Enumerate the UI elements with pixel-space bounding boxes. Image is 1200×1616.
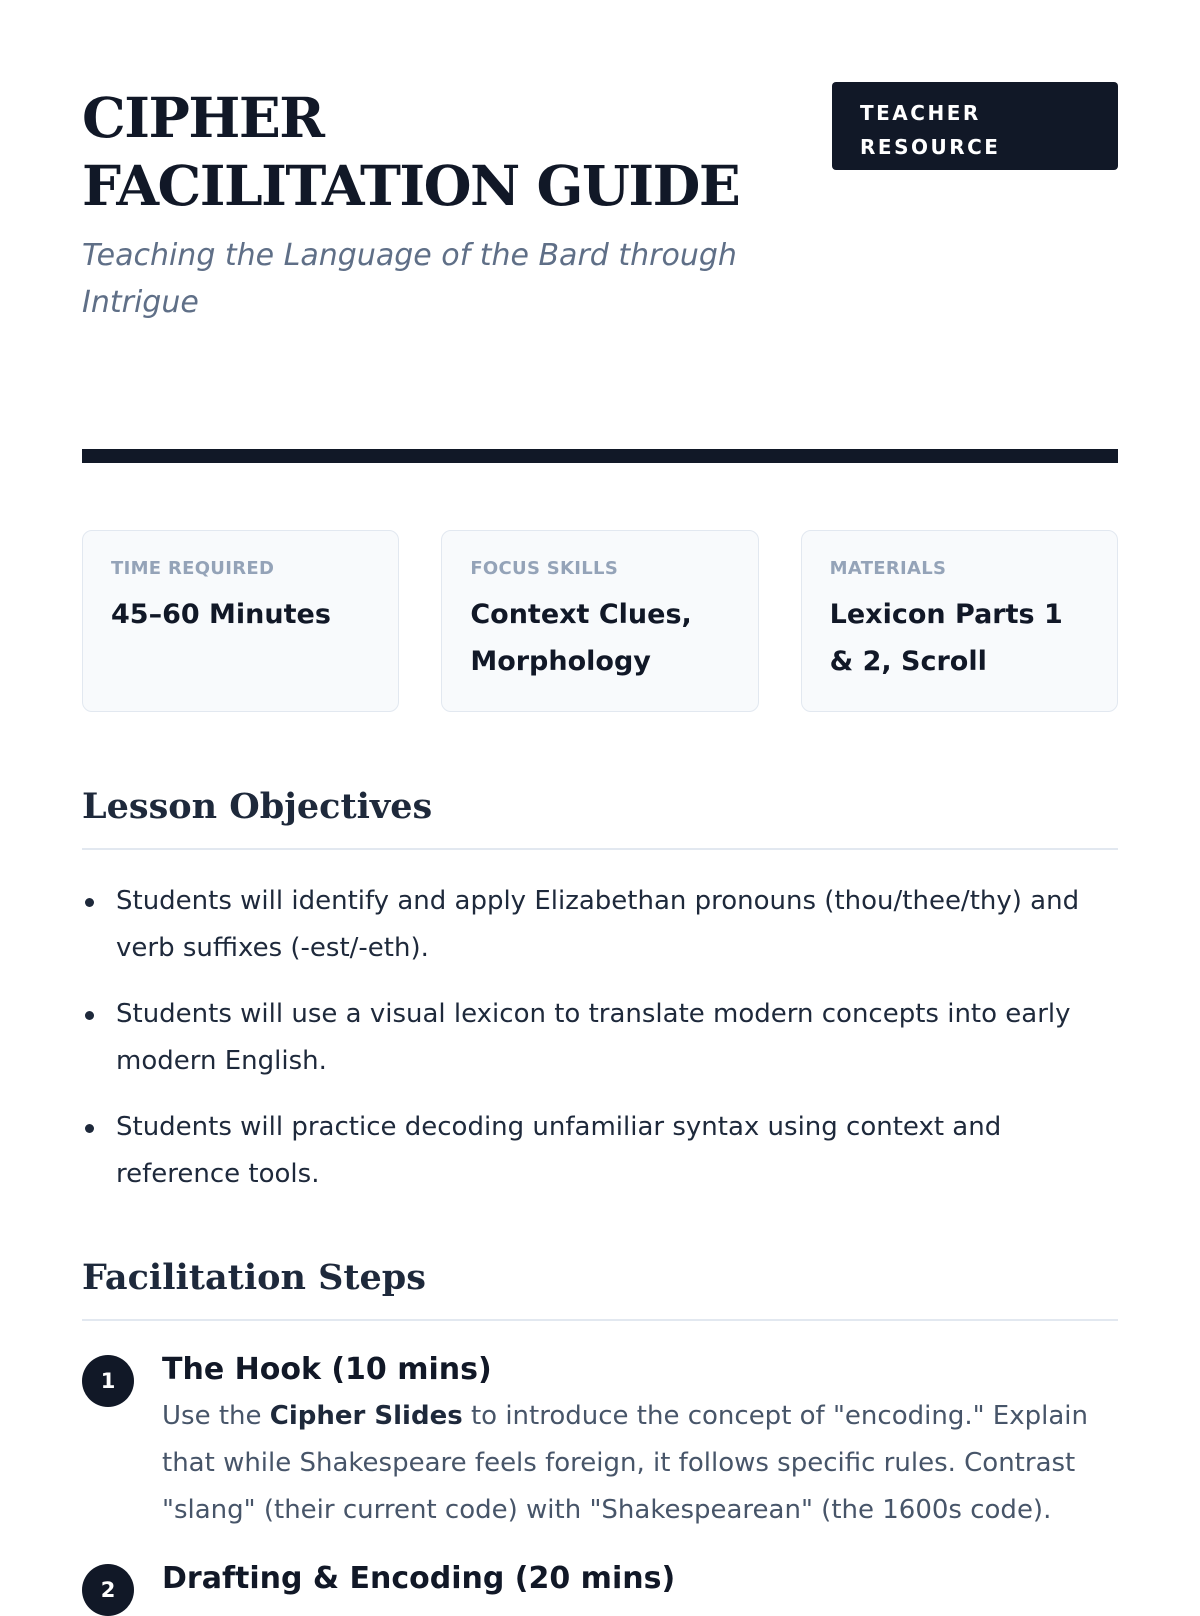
- step-item: [82, 1347, 1118, 1534]
- info-card-value: 45–60 Minutes: [111, 599, 331, 630]
- step-title: Drafting & Encoding (20 mins): [162, 1561, 676, 1596]
- info-card-label: MATERIALS: [829, 558, 947, 579]
- info-card-value: Context Clues, Morphology: [470, 599, 692, 677]
- objective-text: Students will use a visual lexicon to translate modern concepts into early modern English.: [116, 999, 1071, 1076]
- step-body: [162, 1393, 1118, 1534]
- bullet-icon: [85, 1124, 94, 1133]
- info-card-time: [82, 530, 399, 712]
- step-body-text: Use the: [162, 1401, 270, 1431]
- step-body-emphasis: Cipher Slides: [269, 1401, 463, 1431]
- steps-heading: Facilitation Steps: [82, 1257, 426, 1298]
- step-number-badge: 2: [82, 1564, 134, 1616]
- list-item: [82, 1104, 1118, 1198]
- info-card-value: Lexicon Parts 1 & 2, Scroll: [829, 599, 1063, 677]
- steps-section: [82, 1255, 1118, 1602]
- objectives-section: [82, 784, 1118, 1198]
- info-card-materials: [801, 530, 1118, 712]
- steps-list: [82, 1347, 1118, 1602]
- objective-text: Students will practice decoding unfamiliar syntax using context and reference tools.: [116, 1112, 1002, 1189]
- step-item: [82, 1556, 1118, 1602]
- page-header: [82, 0, 1118, 364]
- page-title: CIPHER FACILITATION GUIDE: [82, 85, 740, 218]
- bullet-icon: [85, 898, 94, 907]
- teacher-resource-badge: TEACHER RESOURCE: [832, 82, 1118, 170]
- list-item: [82, 878, 1118, 972]
- info-cards: [82, 530, 1118, 712]
- step-title: The Hook (10 mins): [162, 1352, 492, 1387]
- info-card-label: FOCUS SKILLS: [470, 558, 619, 579]
- section-divider: [82, 1319, 1118, 1321]
- header-divider: [82, 449, 1118, 463]
- objective-text: Students will identify and apply Elizabethan pronouns (thou/thee/thy) and verb suffixes (-est/-eth).: [116, 886, 1080, 963]
- step-body-text: to introduce the concept of "encoding." Explain that while Shakespeare feels foreign, it follows specific rules. Contrast "slang" (their current code) with "Shakespearean" (the 1600s code).: [162, 1401, 1088, 1525]
- bullet-icon: [85, 1011, 94, 1020]
- step-number-badge: 1: [82, 1355, 134, 1407]
- list-item: [82, 991, 1118, 1085]
- objectives-list: [82, 878, 1118, 1198]
- info-card-label: TIME REQUIRED: [111, 558, 275, 579]
- section-divider: [82, 848, 1118, 850]
- info-card-skills: [441, 530, 758, 712]
- objectives-heading: Lesson Objectives: [82, 786, 433, 827]
- page-subtitle: Teaching the Language of the Bard through Intrigue: [82, 238, 737, 320]
